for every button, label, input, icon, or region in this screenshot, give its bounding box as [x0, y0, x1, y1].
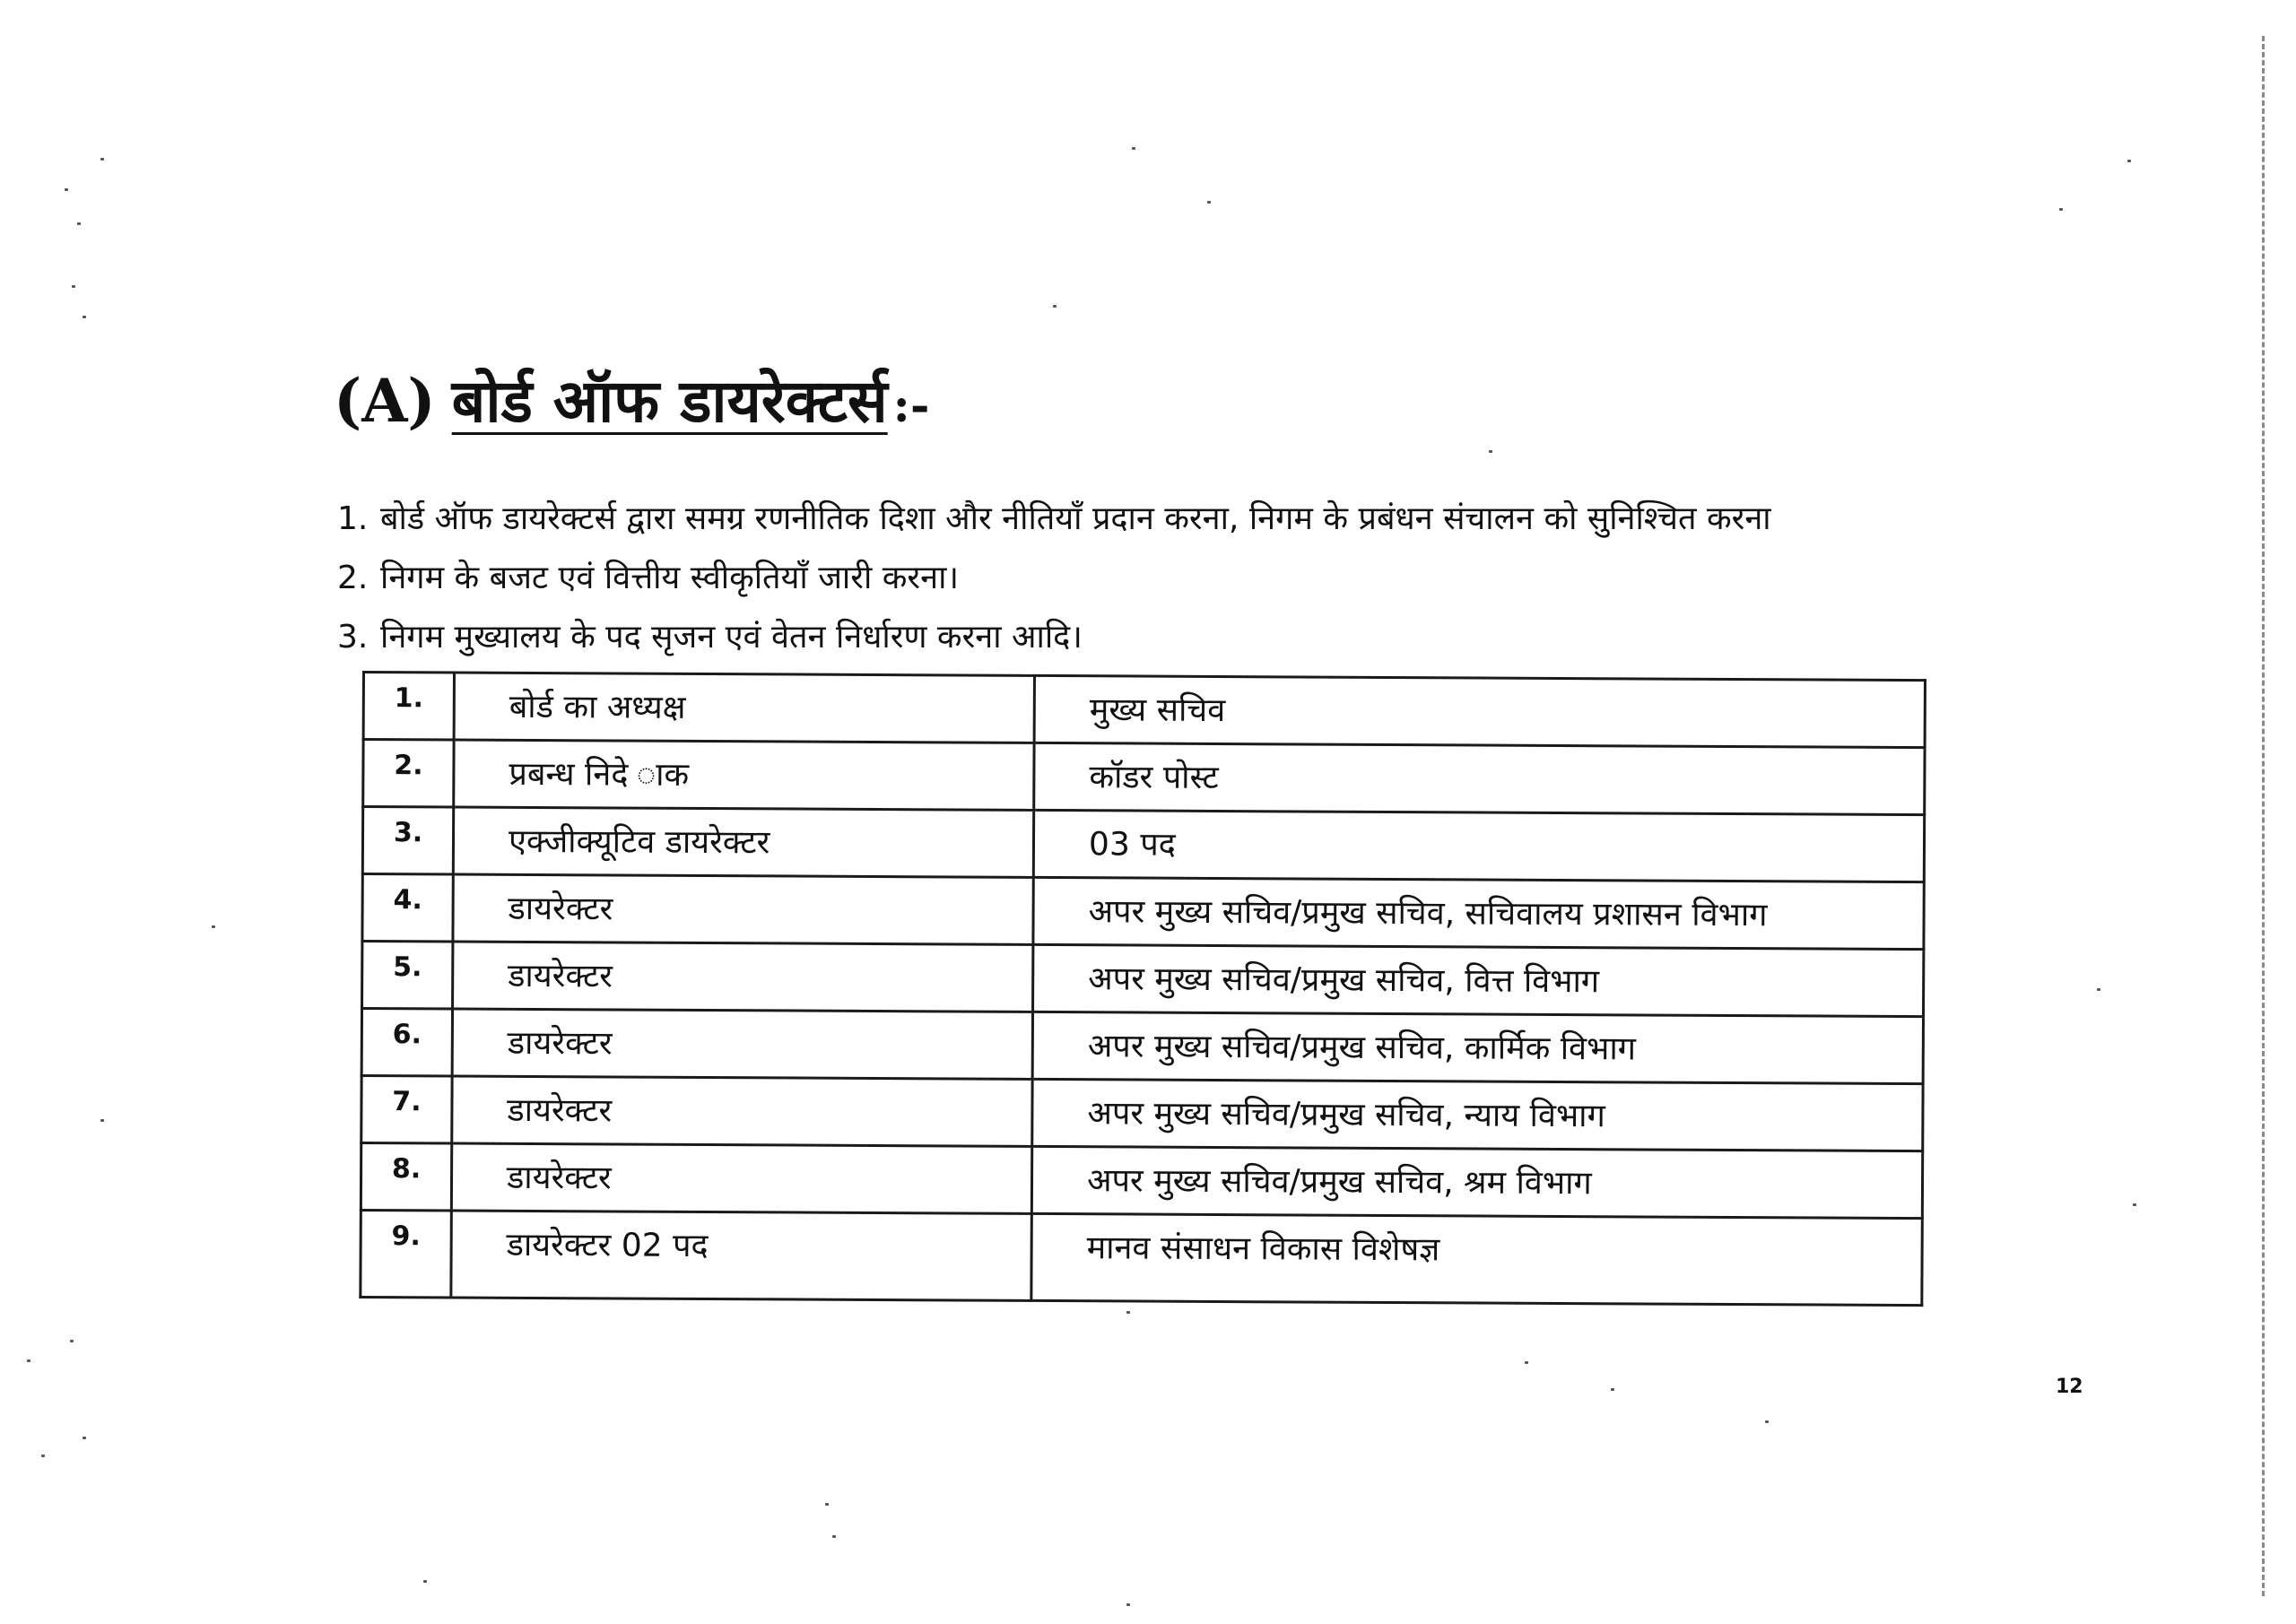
scan-speck	[1126, 1311, 1130, 1314]
row-number: 3.	[362, 807, 453, 875]
post-name: एक्जीक्यूटिव डायरेक्टर	[453, 807, 1033, 877]
duty-item	[337, 608, 2131, 667]
duty-item	[337, 549, 2131, 608]
post-holder: अपर मुख्य सचिव/प्रमुख सचिव, न्याय विभाग	[1032, 1079, 1923, 1151]
row-number: 1.	[363, 673, 454, 741]
duty-number: 3.	[337, 619, 369, 656]
scan-speck	[100, 158, 104, 161]
row-number: 8.	[361, 1143, 451, 1211]
post-name: डायरेक्टर	[452, 1076, 1032, 1146]
board-of-directors-table	[359, 671, 1926, 1307]
post-holder: अपर मुख्य सचिव/प्रमुख सचिव, कार्मिक विभाग	[1032, 1012, 1923, 1083]
scan-edge-line	[2262, 36, 2265, 1596]
scan-speck	[27, 1359, 30, 1362]
post-holder: अपर मुख्य सचिव/प्रमुख सचिव, वित्त विभाग	[1033, 944, 1924, 1016]
row-number: 6.	[361, 1009, 452, 1077]
row-number: 9.	[361, 1210, 452, 1298]
row-number: 7.	[361, 1076, 452, 1144]
scan-speck	[1126, 1603, 1130, 1606]
section-marker: (A)	[334, 366, 436, 436]
duty-text: निगम मुख्यालय के पद सृजन एवं वेतन निर्धारण करना आदि।	[380, 619, 1083, 656]
post-holder: अपर मुख्य सचिव/प्रमुख सचिव, श्रम विभाग	[1031, 1146, 1922, 1218]
row-number: 2.	[363, 740, 454, 808]
post-holder: मानव संसाधन विकास विशेषज्ञ	[1031, 1213, 1922, 1305]
table-row	[363, 673, 1925, 748]
page-number: 12	[2056, 1376, 2083, 1398]
section-heading	[334, 359, 929, 439]
table-row	[363, 740, 1925, 815]
scan-speck	[2059, 208, 2063, 211]
scan-speck	[1525, 1361, 1528, 1364]
scan-speck	[832, 1535, 836, 1538]
scan-speck	[77, 222, 81, 225]
table-row	[361, 1210, 1922, 1305]
section-title: बोर्ड ऑफ डायरेक्टर्स	[451, 366, 888, 436]
post-name: डायरेक्टर	[451, 1143, 1031, 1213]
scan-speck	[1132, 147, 1135, 150]
post-holder: 03 पद	[1033, 810, 1924, 881]
duty-number: 1.	[337, 500, 369, 537]
scan-speck	[2127, 160, 2131, 162]
scan-speck	[1765, 1420, 1769, 1423]
scan-speck	[2133, 1203, 2136, 1206]
post-name: प्रबन्ध निदे ाक	[454, 740, 1034, 810]
post-name: डायरेक्टर 02 पद	[451, 1211, 1031, 1300]
post-name: डायरेक्टर	[452, 1009, 1032, 1079]
post-name: डायरेक्टर	[453, 942, 1033, 1012]
scan-speck	[1489, 450, 1492, 453]
post-holder: अपर मुख्य सचिव/प्रमुख सचिव, सचिवालय प्रशासन विभाग	[1033, 877, 1924, 949]
scan-speck	[41, 1455, 45, 1457]
scan-speck	[423, 1580, 427, 1583]
table-row	[361, 1009, 1923, 1084]
table-row	[361, 1076, 1923, 1151]
table-row	[362, 807, 1924, 882]
scan-speck	[1611, 1388, 1614, 1391]
scan-speck	[70, 1340, 74, 1342]
table-row	[362, 874, 1924, 950]
section-title-suffix: :-	[892, 378, 930, 433]
post-name: बोर्ड का अध्यक्ष	[454, 673, 1034, 743]
row-number: 5.	[362, 942, 453, 1010]
table-row	[361, 1143, 1922, 1219]
post-holder: मुख्य सचिव	[1034, 675, 1925, 747]
post-name: डायरेक्टर	[453, 874, 1033, 944]
scan-speck	[212, 925, 215, 928]
duty-text: निगम के बजट एवं वित्तीय स्वीकृतियाँ जारी करना।	[380, 560, 960, 596]
scan-speck	[2097, 988, 2100, 991]
scan-speck	[72, 285, 75, 288]
post-holder: कॉडर पोस्ट	[1034, 743, 1925, 814]
scan-speck	[65, 188, 68, 191]
scan-speck	[1207, 201, 1211, 204]
scan-speck	[100, 1119, 104, 1122]
duty-item	[337, 490, 2131, 549]
duty-text: बोर्ड ऑफ डायरेक्टर्स द्वारा समग्र रणनीतिक दिशा और नीतियाँ प्रदान करना, निगम के प्रबंधन संचालन को सुनिश्चित करना	[380, 500, 1771, 537]
scan-speck	[825, 1503, 829, 1506]
scan-speck	[1053, 305, 1057, 308]
duty-number: 2.	[337, 560, 369, 596]
scan-speck	[83, 316, 86, 318]
row-number: 4.	[362, 874, 453, 942]
table-row	[362, 942, 1924, 1017]
duties-list	[337, 490, 2131, 667]
scan-speck	[83, 1437, 86, 1439]
